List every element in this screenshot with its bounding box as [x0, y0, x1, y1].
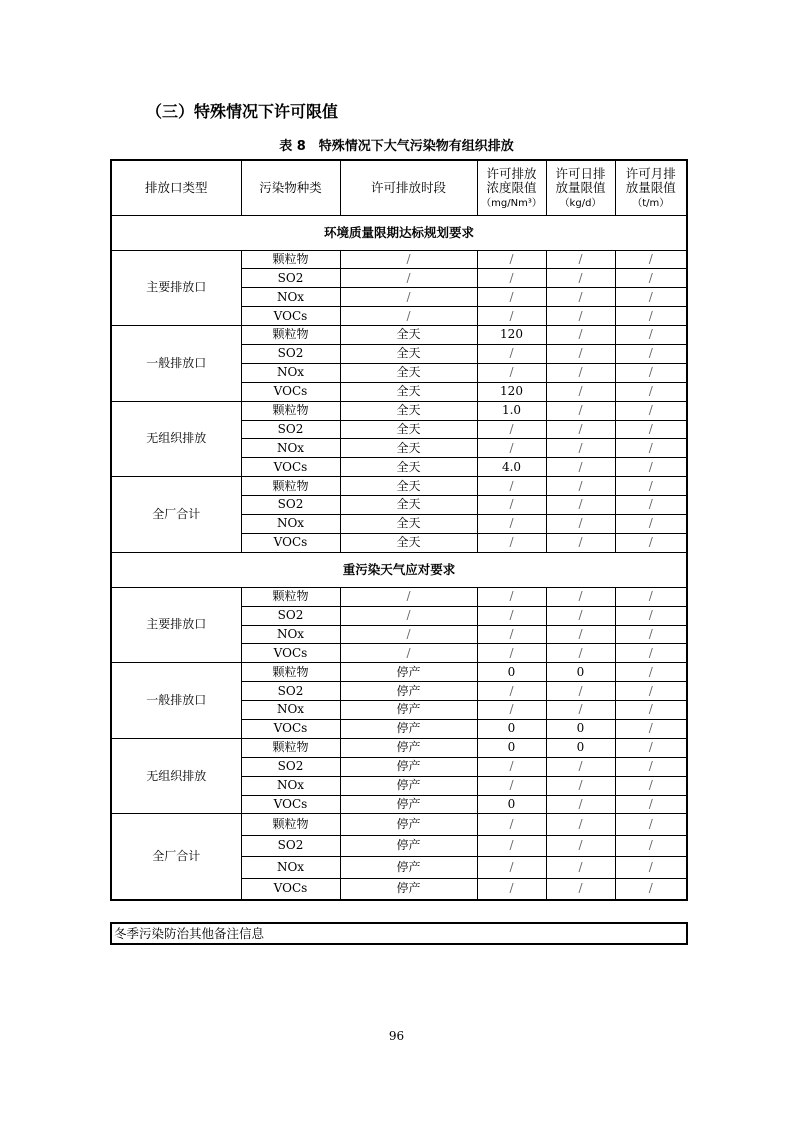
- monthly-cell: /: [615, 533, 687, 552]
- daily-cell: /: [546, 757, 615, 776]
- pollutant-cell: 颗粒物: [241, 814, 340, 835]
- table-row: [111, 477, 687, 496]
- pollutant-cell: SO2: [241, 269, 340, 288]
- outlet-type-cell: 主要排放口: [111, 587, 241, 663]
- period-cell: 全天: [340, 458, 477, 477]
- monthly-cell: /: [615, 439, 687, 458]
- pollutant-cell: NOx: [241, 514, 340, 533]
- conc-cell: /: [477, 288, 546, 307]
- conc-cell: 0: [477, 738, 546, 757]
- conc-cell: /: [477, 814, 546, 835]
- daily-cell: /: [546, 326, 615, 345]
- pollutant-cell: SO2: [241, 757, 340, 776]
- pollutant-cell: SO2: [241, 835, 340, 856]
- winter-notes-box: 冬季污染防治其他备注信息: [110, 922, 688, 945]
- conc-cell: /: [477, 250, 546, 269]
- col-conc-line2: 浓度限值: [486, 179, 537, 195]
- monthly-cell: /: [615, 420, 687, 439]
- daily-cell: /: [546, 835, 615, 856]
- daily-cell: /: [546, 625, 615, 644]
- outlet-type-cell: 一般排放口: [111, 663, 241, 739]
- daily-cell: /: [546, 878, 615, 899]
- table-row: [111, 663, 687, 682]
- pollutant-cell: 颗粒物: [241, 738, 340, 757]
- section-header-row: [111, 215, 687, 250]
- monthly-cell: /: [615, 477, 687, 496]
- daily-cell: /: [546, 477, 615, 496]
- period-cell: /: [340, 269, 477, 288]
- conc-cell: /: [477, 363, 546, 382]
- conc-cell: /: [477, 344, 546, 363]
- pollutant-cell: NOx: [241, 625, 340, 644]
- table-row: [111, 250, 687, 269]
- pollutant-cell: NOx: [241, 776, 340, 795]
- outlet-type-cell: 无组织排放: [111, 738, 241, 814]
- daily-cell: /: [546, 496, 615, 515]
- pollutant-cell: 颗粒物: [241, 326, 340, 345]
- monthly-cell: /: [615, 382, 687, 401]
- conc-cell: /: [477, 477, 546, 496]
- conc-cell: /: [477, 269, 546, 288]
- daily-cell: /: [546, 533, 615, 552]
- period-cell: 停产: [340, 701, 477, 720]
- period-cell: 停产: [340, 682, 477, 701]
- daily-cell: /: [546, 401, 615, 420]
- pollutant-cell: 颗粒物: [241, 250, 340, 269]
- period-cell: 停产: [340, 719, 477, 738]
- monthly-cell: /: [615, 878, 687, 899]
- period-cell: /: [340, 587, 477, 606]
- period-cell: /: [340, 625, 477, 644]
- monthly-cell: /: [615, 496, 687, 515]
- conc-cell: /: [477, 644, 546, 663]
- period-cell: 全天: [340, 382, 477, 401]
- page-number: 96: [388, 1029, 405, 1043]
- period-cell: 全天: [340, 363, 477, 382]
- table-row: [111, 326, 687, 345]
- conc-cell: /: [477, 420, 546, 439]
- conc-cell: /: [477, 857, 546, 878]
- daily-cell: /: [546, 606, 615, 625]
- period-cell: 全天: [340, 439, 477, 458]
- daily-cell: /: [546, 587, 615, 606]
- monthly-cell: /: [615, 401, 687, 420]
- monthly-cell: /: [615, 835, 687, 856]
- pollutant-cell: NOx: [241, 363, 340, 382]
- daily-cell: /: [546, 382, 615, 401]
- monthly-cell: /: [615, 514, 687, 533]
- monthly-cell: /: [615, 663, 687, 682]
- pollutant-cell: 颗粒物: [241, 401, 340, 420]
- conc-cell: /: [477, 514, 546, 533]
- monthly-cell: /: [615, 587, 687, 606]
- daily-cell: /: [546, 682, 615, 701]
- monthly-cell: /: [615, 458, 687, 477]
- conc-cell: 0: [477, 719, 546, 738]
- daily-cell: /: [546, 776, 615, 795]
- daily-cell: /: [546, 439, 615, 458]
- period-cell: /: [340, 250, 477, 269]
- table-row: [111, 814, 687, 835]
- monthly-cell: /: [615, 288, 687, 307]
- pollutant-cell: VOCs: [241, 719, 340, 738]
- conc-cell: /: [477, 587, 546, 606]
- pollutant-cell: NOx: [241, 439, 340, 458]
- period-cell: 停产: [340, 776, 477, 795]
- monthly-cell: /: [615, 344, 687, 363]
- conc-cell: 0: [477, 795, 546, 814]
- monthly-cell: /: [615, 250, 687, 269]
- period-cell: 停产: [340, 878, 477, 899]
- period-cell: 全天: [340, 533, 477, 552]
- monthly-cell: /: [615, 625, 687, 644]
- conc-cell: /: [477, 682, 546, 701]
- pollutant-cell: VOCs: [241, 878, 340, 899]
- monthly-cell: /: [615, 719, 687, 738]
- conc-cell: 0: [477, 663, 546, 682]
- pollutant-cell: 颗粒物: [241, 587, 340, 606]
- outlet-type-cell: 无组织排放: [111, 401, 241, 477]
- pollutant-cell: SO2: [241, 344, 340, 363]
- pollutant-cell: NOx: [241, 288, 340, 307]
- conc-cell: /: [477, 701, 546, 720]
- col-daily-line1: 许可日排: [555, 166, 606, 181]
- pollutant-cell: VOCs: [241, 307, 340, 326]
- conc-cell: /: [477, 439, 546, 458]
- section-title: 重污染天气应对要求: [111, 552, 687, 587]
- col-monthly-line2: 放量限值: [625, 179, 676, 195]
- monthly-cell: /: [615, 307, 687, 326]
- daily-cell: /: [546, 288, 615, 307]
- period-cell: 全天: [340, 401, 477, 420]
- period-cell: 全天: [340, 496, 477, 515]
- period-cell: /: [340, 307, 477, 326]
- conc-cell: 120: [477, 326, 546, 345]
- pollutant-cell: 颗粒物: [241, 663, 340, 682]
- period-cell: 停产: [340, 795, 477, 814]
- conc-cell: /: [477, 835, 546, 856]
- table-row: [111, 587, 687, 606]
- period-cell: 停产: [340, 757, 477, 776]
- conc-cell: /: [477, 496, 546, 515]
- daily-cell: /: [546, 344, 615, 363]
- pollutant-cell: SO2: [241, 420, 340, 439]
- period-cell: 全天: [340, 344, 477, 363]
- pollutant-cell: VOCs: [241, 795, 340, 814]
- conc-cell: /: [477, 533, 546, 552]
- monthly-cell: /: [615, 795, 687, 814]
- daily-cell: /: [546, 644, 615, 663]
- period-cell: 全天: [340, 420, 477, 439]
- col-period: 许可排放时段: [340, 160, 477, 215]
- pollutant-cell: NOx: [241, 857, 340, 878]
- period-cell: 全天: [340, 514, 477, 533]
- conc-cell: /: [477, 307, 546, 326]
- pollutant-cell: VOCs: [241, 458, 340, 477]
- conc-cell: /: [477, 625, 546, 644]
- period-cell: 停产: [340, 814, 477, 835]
- monthly-cell: /: [615, 857, 687, 878]
- daily-cell: /: [546, 420, 615, 439]
- daily-cell: /: [546, 307, 615, 326]
- pollutant-cell: SO2: [241, 606, 340, 625]
- conc-cell: /: [477, 606, 546, 625]
- monthly-cell: /: [615, 363, 687, 382]
- pollutant-cell: SO2: [241, 682, 340, 701]
- pollutant-cell: VOCs: [241, 533, 340, 552]
- pollutant-cell: VOCs: [241, 644, 340, 663]
- col-concentration-limit: [477, 160, 546, 215]
- col-daily-limit: [546, 160, 615, 215]
- period-cell: 停产: [340, 857, 477, 878]
- daily-cell: /: [546, 514, 615, 533]
- monthly-cell: /: [615, 757, 687, 776]
- col-pollutant: 污染物种类: [241, 160, 340, 215]
- pollutant-cell: VOCs: [241, 382, 340, 401]
- monthly-cell: /: [615, 776, 687, 795]
- col-outlet-type: 排放口类型: [111, 160, 241, 215]
- period-cell: 停产: [340, 835, 477, 856]
- table-body: [111, 215, 687, 900]
- emission-limits-table: [110, 159, 688, 901]
- col-daily-unit: （kg/d）: [559, 197, 602, 209]
- col-monthly-line1: 许可月排: [625, 166, 676, 181]
- monthly-cell: /: [615, 269, 687, 288]
- monthly-cell: /: [615, 606, 687, 625]
- conc-cell: 1.0: [477, 401, 546, 420]
- conc-cell: /: [477, 757, 546, 776]
- table-row: [111, 401, 687, 420]
- period-cell: /: [340, 288, 477, 307]
- pollutant-cell: 颗粒物: [241, 477, 340, 496]
- conc-cell: /: [477, 878, 546, 899]
- daily-cell: 0: [546, 663, 615, 682]
- daily-cell: /: [546, 857, 615, 878]
- period-cell: /: [340, 644, 477, 663]
- daily-cell: /: [546, 269, 615, 288]
- outlet-type-cell: 全厂合计: [111, 477, 241, 553]
- daily-cell: /: [546, 363, 615, 382]
- section-title: 环境质量限期达标规划要求: [111, 215, 687, 250]
- section-heading: （三）特殊情况下许可限值: [146, 102, 339, 121]
- daily-cell: 0: [546, 719, 615, 738]
- col-daily-line2: 放量限值: [555, 179, 606, 195]
- period-cell: 全天: [340, 326, 477, 345]
- col-monthly-unit: （t/m）: [632, 197, 670, 209]
- outlet-type-cell: 一般排放口: [111, 326, 241, 402]
- period-cell: 全天: [340, 477, 477, 496]
- daily-cell: /: [546, 795, 615, 814]
- monthly-cell: /: [615, 738, 687, 757]
- col-monthly-limit: [615, 160, 687, 215]
- col-conc-unit: （mg/Nm³）: [481, 197, 542, 209]
- monthly-cell: /: [615, 644, 687, 663]
- col-conc-line1: 许可排放: [486, 166, 537, 181]
- daily-cell: /: [546, 458, 615, 477]
- table-row: [111, 738, 687, 757]
- pollutant-cell: NOx: [241, 701, 340, 720]
- daily-cell: /: [546, 250, 615, 269]
- outlet-type-cell: 全厂合计: [111, 814, 241, 900]
- monthly-cell: /: [615, 682, 687, 701]
- table-header-row: [111, 160, 687, 215]
- outlet-type-cell: 主要排放口: [111, 250, 241, 326]
- conc-cell: 4.0: [477, 458, 546, 477]
- daily-cell: /: [546, 814, 615, 835]
- monthly-cell: /: [615, 326, 687, 345]
- conc-cell: 120: [477, 382, 546, 401]
- daily-cell: /: [546, 701, 615, 720]
- daily-cell: 0: [546, 738, 615, 757]
- conc-cell: /: [477, 776, 546, 795]
- period-cell: 停产: [340, 663, 477, 682]
- table-caption: 表 8 特殊情况下大气污染物有组织排放: [279, 139, 514, 154]
- monthly-cell: /: [615, 701, 687, 720]
- section-header-row: [111, 552, 687, 587]
- monthly-cell: /: [615, 814, 687, 835]
- pollutant-cell: SO2: [241, 496, 340, 515]
- period-cell: /: [340, 606, 477, 625]
- period-cell: 停产: [340, 738, 477, 757]
